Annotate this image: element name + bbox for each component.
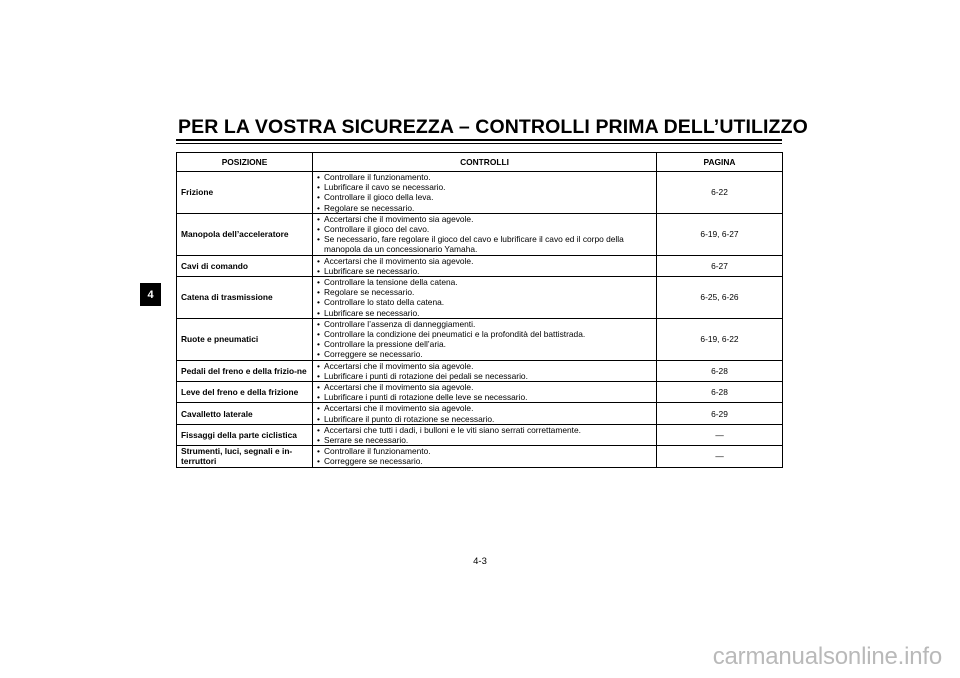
table-row bbox=[177, 172, 783, 214]
cell-position: Frizione bbox=[177, 172, 313, 214]
check-item: • Lubrificare il punto di rotazione se necessario. bbox=[317, 414, 652, 424]
cell-checks bbox=[313, 277, 657, 319]
check-item: • Controllare la condizione dei pneumatici e la profondità del battistrada. bbox=[317, 329, 652, 339]
cell-position: Leve del freno e della frizione bbox=[177, 382, 313, 403]
page-number: 4-3 bbox=[473, 556, 487, 567]
check-item: • Correggere se necessario. bbox=[317, 349, 652, 359]
table-row bbox=[177, 318, 783, 360]
check-item: • Accertarsi che tutti i dadi, i bulloni e le viti siano serrati correttamente. bbox=[317, 425, 652, 435]
cell-page: 6-29 bbox=[657, 403, 783, 424]
cell-checks bbox=[313, 172, 657, 214]
check-item: • Serrare se necessario. bbox=[317, 435, 652, 445]
check-item: • Controllare la pressione dell’aria. bbox=[317, 339, 652, 349]
check-item: • Controllare la tensione della catena. bbox=[317, 277, 652, 287]
table-row bbox=[177, 403, 783, 424]
cell-page: 6-22 bbox=[657, 172, 783, 214]
cell-page: 6-28 bbox=[657, 360, 783, 381]
cell-position: Cavalletto laterale bbox=[177, 403, 313, 424]
check-item: • Accertarsi che il movimento sia agevole. bbox=[317, 214, 652, 224]
check-item: • Lubrificare i punti di rotazione delle leve se necessario. bbox=[317, 392, 652, 402]
checks-list bbox=[317, 256, 652, 276]
table-row bbox=[177, 277, 783, 319]
watermark-text: carmanualsonline.info bbox=[712, 643, 942, 670]
cell-position: Ruote e pneumatici bbox=[177, 318, 313, 360]
cell-position: Cavi di comando bbox=[177, 255, 313, 276]
check-item: • Controllare il funzionamento. bbox=[317, 172, 652, 182]
check-item: • Accertarsi che il movimento sia agevole. bbox=[317, 403, 652, 413]
header-position: POSIZIONE bbox=[177, 153, 313, 172]
checks-list bbox=[317, 446, 652, 466]
check-item: • Accertarsi che il movimento sia agevole. bbox=[317, 382, 652, 392]
header-checks: CONTROLLI bbox=[313, 153, 657, 172]
table-header-row bbox=[177, 153, 783, 172]
checks-list bbox=[317, 172, 652, 213]
checks-list bbox=[317, 403, 652, 423]
check-item: • Controllare il gioco della leva. bbox=[317, 192, 652, 202]
cell-checks bbox=[313, 213, 657, 255]
cell-checks bbox=[313, 403, 657, 424]
check-item: • Controllare il funzionamento. bbox=[317, 446, 652, 456]
check-item: • Controllare l’assenza di danneggiamenti. bbox=[317, 319, 652, 329]
table-row bbox=[177, 382, 783, 403]
table-row bbox=[177, 213, 783, 255]
cell-position: Fissaggi della parte ciclistica bbox=[177, 424, 313, 445]
cell-position: Catena di trasmissione bbox=[177, 277, 313, 319]
table-row bbox=[177, 424, 783, 445]
cell-position: Strumenti, luci, segnali e in-terruttori bbox=[177, 446, 313, 467]
pre-ride-checklist-table bbox=[176, 152, 783, 468]
checks-list bbox=[317, 277, 652, 318]
page-title: PER LA VOSTRA SICUREZZA – CONTROLLI PRIMA DELL’UTILIZZO bbox=[178, 116, 808, 138]
cell-page: 6-27 bbox=[657, 255, 783, 276]
title-rule-thick bbox=[176, 139, 782, 141]
checks-list bbox=[317, 319, 652, 360]
check-item: • Lubrificare il cavo se necessario. bbox=[317, 182, 652, 192]
table-row bbox=[177, 360, 783, 381]
chapter-tab: 4 bbox=[140, 283, 161, 306]
check-item: • Accertarsi che il movimento sia agevole. bbox=[317, 256, 652, 266]
check-item: • Controllare il gioco del cavo. bbox=[317, 224, 652, 234]
cell-page: — bbox=[657, 446, 783, 467]
checks-list bbox=[317, 382, 652, 402]
check-item: • Lubrificare se necessario. bbox=[317, 266, 652, 276]
check-item: • Controllare lo stato della catena. bbox=[317, 297, 652, 307]
cell-checks bbox=[313, 360, 657, 381]
check-item: • Lubrificare se necessario. bbox=[317, 308, 652, 318]
check-item: • Se necessario, fare regolare il gioco del cavo e lubrificare il cavo ed il corpo della manopola da un concessionario Yamaha. bbox=[317, 234, 652, 254]
checks-list bbox=[317, 425, 652, 445]
cell-checks bbox=[313, 446, 657, 467]
table-body bbox=[177, 172, 783, 468]
check-item: • Correggere se necessario. bbox=[317, 456, 652, 466]
header-page: PAGINA bbox=[657, 153, 783, 172]
cell-checks bbox=[313, 382, 657, 403]
check-item: • Lubrificare i punti di rotazione dei pedali se necessario. bbox=[317, 371, 652, 381]
check-item: • Accertarsi che il movimento sia agevole. bbox=[317, 361, 652, 371]
cell-page: 6-25, 6-26 bbox=[657, 277, 783, 319]
check-item: • Regolare se necessario. bbox=[317, 203, 652, 213]
cell-checks bbox=[313, 318, 657, 360]
check-item: • Regolare se necessario. bbox=[317, 287, 652, 297]
cell-page: 6-19, 6-27 bbox=[657, 213, 783, 255]
cell-checks bbox=[313, 424, 657, 445]
cell-position: Manopola dell’acceleratore bbox=[177, 213, 313, 255]
cell-page: 6-19, 6-22 bbox=[657, 318, 783, 360]
cell-checks bbox=[313, 255, 657, 276]
table-row bbox=[177, 446, 783, 467]
table-row bbox=[177, 255, 783, 276]
checks-list bbox=[317, 214, 652, 255]
cell-page: 6-28 bbox=[657, 382, 783, 403]
title-rule-thin bbox=[176, 143, 782, 144]
checks-list bbox=[317, 361, 652, 381]
cell-page: — bbox=[657, 424, 783, 445]
cell-position: Pedali del freno e della frizio-ne bbox=[177, 360, 313, 381]
